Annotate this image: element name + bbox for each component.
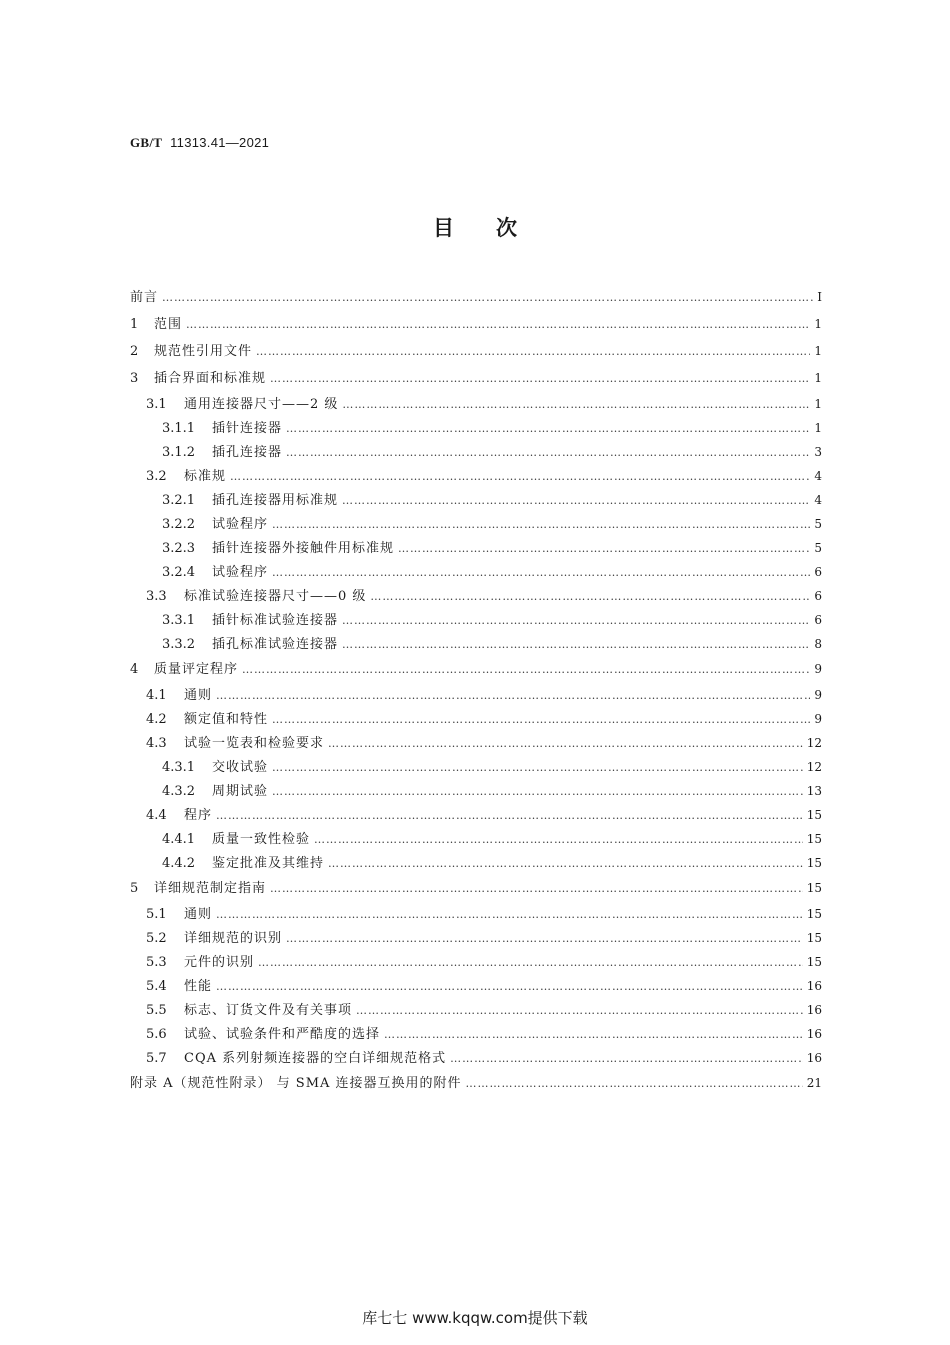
toc-entry-label: 标准试验连接器尺寸——0 级: [184, 589, 367, 604]
toc-entry-label: 范围: [154, 317, 183, 332]
toc-leader-dots: [342, 609, 810, 632]
toc-entry-number: 4.4.2: [162, 856, 196, 871]
page-title: 目次: [433, 216, 559, 240]
toc-leader-dots: [356, 999, 803, 1022]
toc-leader-dots: [162, 284, 813, 311]
toc-entry[interactable]: [130, 1022, 822, 1046]
table-of-contents: [130, 284, 822, 1097]
toc-entry[interactable]: [130, 851, 822, 875]
toc-entry-number: 3.2.1: [162, 493, 196, 508]
toc-entry-page: 16: [806, 979, 822, 993]
toc-entry-number: 4.3: [146, 736, 167, 751]
toc-entry-page: 15: [806, 808, 822, 822]
toc-entry-number: 4.4: [146, 808, 167, 823]
toc-entry-number: 4.4.1: [162, 832, 196, 847]
toc-entry[interactable]: [130, 584, 822, 608]
toc-leader-dots: [398, 537, 810, 560]
toc-leader-dots: [216, 903, 803, 926]
toc-leader-dots: [272, 756, 803, 779]
toc-entry-page: 6: [814, 589, 822, 603]
toc-leader-dots: [272, 561, 810, 584]
toc-entry-number: 5.6: [146, 1027, 167, 1042]
toc-entry-number: 3.2.4: [162, 565, 196, 580]
toc-entry-number: 5.3: [146, 955, 167, 970]
toc-entry-page: 1: [814, 317, 822, 331]
toc-entry-page: 16: [806, 1051, 822, 1065]
toc-entry[interactable]: [130, 392, 822, 416]
toc-entry[interactable]: [130, 656, 822, 683]
toc-entry-page: 16: [806, 1003, 822, 1017]
toc-leader-dots: [384, 1023, 803, 1046]
toc-entry-number: 3.1: [146, 397, 167, 412]
toc-entry-page: 8: [814, 637, 822, 651]
toc-entry-label: 插针连接器: [212, 421, 283, 436]
toc-entry[interactable]: [130, 416, 822, 440]
toc-entry-page: 9: [814, 712, 822, 726]
toc-entry-number: 5.2: [146, 931, 167, 946]
toc-entry-page: 5: [814, 517, 822, 531]
toc-entry-number: 4: [130, 662, 139, 677]
toc-entry-number: 5: [130, 881, 139, 896]
toc-entry-label: 通则: [184, 688, 213, 703]
toc-entry-label: 标准规: [184, 469, 227, 484]
toc-entry-number: 3.3.2: [162, 637, 196, 652]
toc-leader-dots: [270, 875, 803, 902]
toc-entry[interactable]: [130, 902, 822, 926]
toc-leader-dots: [242, 656, 810, 683]
toc-entry-page: 21: [806, 1076, 822, 1090]
toc-entry-number: 3.2.3: [162, 541, 196, 556]
toc-entry-page: 6: [814, 565, 822, 579]
toc-entry-number: 3.1.2: [162, 445, 196, 460]
toc-entry-page: 15: [806, 881, 822, 895]
toc-entry[interactable]: [130, 488, 822, 512]
toc-leader-dots: [186, 311, 810, 338]
toc-entry[interactable]: [130, 779, 822, 803]
toc-entry-label: 插孔连接器: [212, 445, 283, 460]
toc-entry-page: 15: [806, 955, 822, 969]
toc-entry-page: 13: [806, 784, 822, 798]
toc-entry[interactable]: [130, 875, 822, 902]
toc-entry[interactable]: [130, 608, 822, 632]
toc-entry-label: 通则: [184, 907, 213, 922]
toc-entry-label: 程序: [184, 808, 213, 823]
toc-entry[interactable]: [130, 338, 822, 365]
toc-entry[interactable]: [130, 284, 822, 311]
toc-leader-dots: [258, 951, 803, 974]
toc-entry-label: 性能: [184, 979, 213, 994]
toc-leader-dots: [272, 780, 803, 803]
toc-entry-number: 2: [130, 344, 139, 359]
toc-entry-label: 额定值和特性: [184, 712, 269, 727]
toc-entry-label: 详细规范制定指南: [154, 881, 267, 896]
toc-entry-page: 9: [814, 662, 822, 676]
toc-entry-number: 5.5: [146, 1003, 167, 1018]
toc-leader-dots: [230, 465, 810, 488]
toc-entry-page: 15: [806, 856, 822, 870]
toc-entry-number: 4.3.2: [162, 784, 196, 799]
toc-entry-label: 插合界面和标准规: [154, 371, 267, 386]
toc-entry-label: 元件的识别: [184, 955, 255, 970]
toc-entry-number: 5.7: [146, 1051, 167, 1066]
toc-entry-page: 1: [814, 397, 822, 411]
toc-entry-page: 4: [814, 469, 822, 483]
toc-leader-dots: [270, 365, 810, 392]
standard-number: [130, 135, 269, 151]
toc-leader-dots: [370, 585, 810, 608]
toc-entry-label: 附录 A（规范性附录） 与 SMA 连接器互换用的附件: [130, 1076, 462, 1091]
toc-entry[interactable]: [130, 755, 822, 779]
toc-leader-dots: [328, 732, 803, 755]
toc-entry-page: I: [817, 290, 822, 304]
toc-entry-label: CQA 系列射频连接器的空白详细规范格式: [184, 1051, 447, 1066]
toc-entry-number: 4.3.1: [162, 760, 196, 775]
toc-entry-page: 12: [806, 760, 822, 774]
toc-entry-label: 试验、试验条件和严酷度的选择: [184, 1027, 381, 1042]
toc-entry[interactable]: [130, 536, 822, 560]
toc-entry[interactable]: [130, 560, 822, 584]
toc-entry[interactable]: [130, 998, 822, 1022]
toc-leader-dots: [342, 489, 810, 512]
toc-leader-dots: [342, 633, 810, 656]
toc-entry-page: 5: [814, 541, 822, 555]
toc-entry-number: 3.2.2: [162, 517, 196, 532]
toc-entry-number: 3: [130, 371, 139, 386]
toc-entry[interactable]: [130, 464, 822, 488]
toc-entry[interactable]: [130, 731, 822, 755]
toc-entry-label: 插针连接器外接触件用标准规: [212, 541, 395, 556]
toc-entry[interactable]: [130, 707, 822, 731]
toc-entry-label: 插孔标准试验连接器: [212, 637, 339, 652]
toc-entry-label: 周期试验: [212, 784, 269, 799]
toc-leader-dots: [314, 828, 803, 851]
toc-entry[interactable]: [130, 1070, 822, 1097]
toc-leader-dots: [286, 417, 810, 440]
toc-entry-label: 试验程序: [212, 517, 269, 532]
toc-entry-label: 鉴定批准及其维持: [212, 856, 325, 871]
toc-entry[interactable]: [130, 440, 822, 464]
toc-entry[interactable]: [130, 512, 822, 536]
toc-entry[interactable]: [130, 827, 822, 851]
toc-entry-label: 试验程序: [212, 565, 269, 580]
toc-entry-label: 质量一致性检验: [212, 832, 311, 847]
toc-entry-label: 交收试验: [212, 760, 269, 775]
toc-entry-label: 详细规范的识别: [184, 931, 283, 946]
toc-entry[interactable]: [130, 632, 822, 656]
toc-entry[interactable]: [130, 926, 822, 950]
toc-entry-page: 4: [814, 493, 822, 507]
toc-entry-page: 3: [814, 445, 822, 459]
toc-leader-dots: [466, 1070, 803, 1097]
toc-leader-dots: [286, 441, 810, 464]
toc-leader-dots: [328, 852, 803, 875]
toc-entry-label: 前言: [130, 290, 159, 305]
toc-leader-dots: [342, 393, 810, 416]
footer-download-note: 库七七 www.kqqw.com提供下载: [362, 1309, 588, 1327]
toc-leader-dots: [272, 513, 810, 536]
toc-entry-page: 1: [814, 344, 822, 358]
toc-leader-dots: [256, 338, 810, 365]
toc-entry-label: 插孔连接器用标准规: [212, 493, 339, 508]
toc-leader-dots: [216, 975, 803, 998]
toc-entry-page: 12: [806, 736, 822, 750]
standard-prefix: GB/T: [130, 135, 163, 150]
toc-entry[interactable]: [130, 974, 822, 998]
toc-entry-number: 4.2: [146, 712, 167, 727]
toc-leader-dots: [216, 684, 810, 707]
toc-entry[interactable]: [130, 683, 822, 707]
toc-entry[interactable]: [130, 365, 822, 392]
toc-entry-page: 6: [814, 613, 822, 627]
toc-entry-number: 4.1: [146, 688, 167, 703]
toc-entry-page: 15: [806, 931, 822, 945]
toc-entry-page: 1: [814, 371, 822, 385]
toc-leader-dots: [272, 708, 810, 731]
toc-entry-page: 16: [806, 1027, 822, 1041]
toc-entry-label: 标志、订货文件及有关事项: [184, 1003, 353, 1018]
toc-entry-number: 3.1.1: [162, 421, 196, 436]
toc-entry-number: 3.3: [146, 589, 167, 604]
toc-entry-page: 15: [806, 907, 822, 921]
toc-entry[interactable]: [130, 311, 822, 338]
toc-entry-number: 1: [130, 317, 139, 332]
toc-entry-page: 1: [814, 421, 822, 435]
toc-leader-dots: [216, 804, 803, 827]
toc-entry-page: 15: [806, 832, 822, 846]
standard-code: 11313.41—2021: [170, 135, 270, 150]
toc-entry-page: 9: [814, 688, 822, 702]
toc-leader-dots: [450, 1047, 803, 1070]
toc-entry[interactable]: [130, 950, 822, 974]
toc-entry-label: 质量评定程序: [154, 662, 239, 677]
toc-entry-label: 通用连接器尺寸——2 级: [184, 397, 339, 412]
toc-entry[interactable]: [130, 803, 822, 827]
toc-entry-label: 插针标准试验连接器: [212, 613, 339, 628]
toc-entry-number: 5.1: [146, 907, 167, 922]
toc-entry-number: 3.3.1: [162, 613, 196, 628]
toc-entry-number: 5.4: [146, 979, 167, 994]
toc-entry-label: 规范性引用文件: [154, 344, 253, 359]
toc-entry-label: 试验一览表和检验要求: [184, 736, 325, 751]
toc-leader-dots: [286, 927, 803, 950]
toc-entry[interactable]: [130, 1046, 822, 1070]
toc-entry-number: 3.2: [146, 469, 167, 484]
